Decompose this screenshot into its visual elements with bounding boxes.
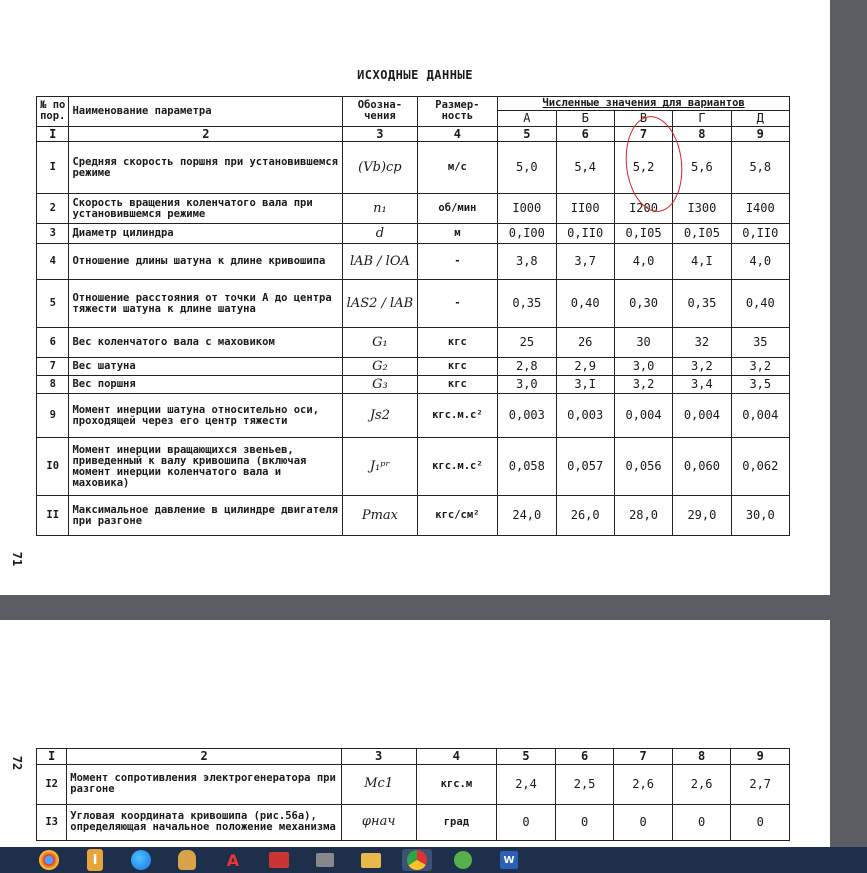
taskbar [0, 847, 867, 873]
row-number: II [37, 496, 69, 536]
parameter-dimension: кгс [417, 358, 498, 376]
row-number: I2 [37, 764, 67, 804]
parameter-symbol: G₁ [343, 328, 417, 358]
acrobat-icon[interactable]: A [226, 850, 240, 870]
variant-value: 29,0 [673, 496, 731, 536]
variant-value: 0,II0 [556, 224, 614, 244]
parameter-name: Отношение расстояния от точки А до центра тяжести шатуна к длине шатуна [69, 280, 343, 328]
table-row [37, 194, 790, 224]
app-i-icon[interactable]: I [80, 849, 110, 871]
header-symbol: Обозна- чения [343, 97, 417, 127]
variant-value: 0 [497, 804, 556, 840]
variant-value: I300 [673, 194, 731, 224]
variant-value: 0 [731, 804, 790, 840]
variant-value: 0,056 [614, 438, 672, 496]
start-button[interactable] [0, 849, 18, 871]
variant-value: 0,40 [556, 280, 614, 328]
table-header-row [37, 97, 790, 111]
variant-value: I400 [731, 194, 789, 224]
parameter-name: Момент сопротивления электрогенератора при разгоне [67, 764, 342, 804]
variant-value: 3,5 [731, 376, 789, 394]
variant-header: В [614, 111, 672, 127]
index-cell: I [37, 749, 67, 765]
index-cell: 5 [497, 749, 556, 765]
variant-value: 2,9 [556, 358, 614, 376]
header-group: Численные значения для вариантов [498, 97, 790, 111]
parameter-name: Скорость вращения коленчатого вала при установившемся режиме [69, 194, 343, 224]
page-number: 71 [10, 551, 25, 567]
scrollbar[interactable] [830, 0, 867, 847]
variant-value: 0,I05 [614, 224, 672, 244]
parameter-name: Диаметр цилиндра [69, 224, 343, 244]
parameter-name: Угловая координата кривошипа (рис.56а), определяющая начальное положение механизма [67, 804, 342, 840]
variant-value: 5,2 [614, 142, 672, 194]
parameter-dimension: - [417, 244, 498, 280]
variant-value: 0,057 [556, 438, 614, 496]
variant-value: 0,II0 [731, 224, 789, 244]
parameter-dimension: кгс [417, 328, 498, 358]
variant-value: I000 [498, 194, 556, 224]
index-cell: 7 [614, 126, 672, 142]
variant-value: 26 [556, 328, 614, 358]
variant-value: 3,7 [556, 244, 614, 280]
variant-value: 2,5 [555, 764, 614, 804]
table-row [37, 496, 790, 536]
parameter-symbol: Pmax [343, 496, 417, 536]
chrome-alt-icon[interactable] [34, 849, 64, 871]
paint-icon[interactable] [310, 849, 340, 871]
header-number: № по пор. [37, 97, 69, 127]
variant-value: 28,0 [614, 496, 672, 536]
variant-value: 25 [498, 328, 556, 358]
parameter-dimension: - [417, 280, 498, 328]
parameter-name: Вес шатуна [69, 358, 343, 376]
parameter-dimension: кгс.м [416, 764, 497, 804]
word-icon[interactable]: W [494, 849, 524, 871]
parameter-name: Средняя скорость поршня при установившемся режиме [69, 142, 343, 194]
parameter-symbol: Mc1 [341, 764, 416, 804]
index-cell: I [37, 126, 69, 142]
variant-value: 5,0 [498, 142, 556, 194]
parameters-table-continued [36, 748, 790, 841]
index-cell: 9 [731, 749, 790, 765]
parameter-symbol: J₁ᵖʳ [343, 438, 417, 496]
variant-value: 0,40 [731, 280, 789, 328]
parameter-symbol: lAS2 / lAB [343, 280, 417, 328]
page-heading: ИСХОДНЫЕ ДАННЫЕ [357, 68, 473, 82]
parameter-name: Вес поршня [69, 376, 343, 394]
table-row [37, 394, 790, 438]
parameter-symbol: (Vb)ср [343, 142, 417, 194]
chrome-icon[interactable] [402, 849, 432, 871]
parameter-dimension: м [417, 224, 498, 244]
parameter-name: Момент инерции шатуна относительно оси, проходящей через его центр тяжести [69, 394, 343, 438]
table-row [37, 280, 790, 328]
variant-value: 3,I [556, 376, 614, 394]
variant-value: 0 [555, 804, 614, 840]
variant-value: 0,003 [556, 394, 614, 438]
variant-header: Б [556, 111, 614, 127]
table-row [37, 328, 790, 358]
variant-value: 0,062 [731, 438, 789, 496]
variant-value: II00 [556, 194, 614, 224]
variant-value: 5,8 [731, 142, 789, 194]
row-number: I0 [37, 438, 69, 496]
variant-value: 30 [614, 328, 672, 358]
variant-value: 2,8 [498, 358, 556, 376]
folder-icon[interactable] [356, 849, 386, 871]
parameter-name: Момент инерции вращающихся звеньев, приведенный к валу кривошипа (включая момент инерции коленчатого вала и маховика) [69, 438, 343, 496]
variant-header: Г [673, 111, 731, 127]
variant-value: 2,4 [497, 764, 556, 804]
table-row [37, 224, 790, 244]
index-row [37, 749, 790, 765]
document-page-72 [0, 620, 830, 860]
index-cell: 3 [343, 126, 417, 142]
parameter-symbol: G₂ [343, 358, 417, 376]
variant-value: 2,6 [672, 764, 731, 804]
variant-value: 5,4 [556, 142, 614, 194]
parameter-dimension: кгс.м.с² [417, 394, 498, 438]
variant-value: 4,0 [614, 244, 672, 280]
variant-value: 2,6 [614, 764, 673, 804]
variant-value: 0,004 [673, 394, 731, 438]
variant-value: 0 [672, 804, 731, 840]
table-row [37, 358, 790, 376]
header-parameter: Наименование параметра [69, 97, 343, 127]
edge-icon[interactable] [126, 849, 156, 871]
variant-value: 3,0 [498, 376, 556, 394]
table-row [37, 244, 790, 280]
variant-value: 0,30 [614, 280, 672, 328]
parameter-dimension: кгс/см² [417, 496, 498, 536]
header-dimension: Размер- ность [417, 97, 498, 127]
variant-value: 3,4 [673, 376, 731, 394]
row-number: 5 [37, 280, 69, 328]
variant-value: 5,6 [673, 142, 731, 194]
variant-value: 3,8 [498, 244, 556, 280]
variant-value: 0,058 [498, 438, 556, 496]
variant-value: 2,7 [731, 764, 790, 804]
variant-value: 0,004 [614, 394, 672, 438]
variant-value: 3,2 [614, 376, 672, 394]
parameter-dimension: об/мин [417, 194, 498, 224]
row-number: 6 [37, 328, 69, 358]
variant-value: I200 [614, 194, 672, 224]
index-cell: 3 [341, 749, 416, 765]
row-number: 8 [37, 376, 69, 394]
parameter-symbol: lAB / lOA [343, 244, 417, 280]
parameter-name: Максимальное давление в цилиндре двигателя при разгоне [69, 496, 343, 536]
index-cell: 7 [614, 749, 673, 765]
row-number: 7 [37, 358, 69, 376]
index-cell: 5 [498, 126, 556, 142]
parameter-dimension: м/с [417, 142, 498, 194]
variant-value: 4,0 [731, 244, 789, 280]
variant-value: 3,2 [673, 358, 731, 376]
variant-header: А [498, 111, 556, 127]
app-green-icon[interactable] [448, 849, 478, 871]
variant-value: 0,004 [731, 394, 789, 438]
table-row [37, 376, 790, 394]
index-cell: 2 [69, 126, 343, 142]
index-cell: 2 [67, 749, 342, 765]
variant-value: 3,0 [614, 358, 672, 376]
parameter-symbol: Js2 [343, 394, 417, 438]
variant-value: 26,0 [556, 496, 614, 536]
variant-value: 32 [673, 328, 731, 358]
parameter-symbol: d [343, 224, 417, 244]
index-cell: 4 [416, 749, 497, 765]
parameter-dimension: град [416, 804, 497, 840]
row-number: I [37, 142, 69, 194]
row-number: I3 [37, 804, 67, 840]
index-cell: 8 [673, 126, 731, 142]
parameter-name: Отношение длины шатуна к длине кривошипа [69, 244, 343, 280]
variant-value: 0,I05 [673, 224, 731, 244]
row-number: 4 [37, 244, 69, 280]
table-row [37, 764, 790, 804]
parameter-symbol: n₁ [343, 194, 417, 224]
table-row [37, 804, 790, 840]
variant-value: 30,0 [731, 496, 789, 536]
page-number: 72 [10, 755, 25, 771]
variant-value: 0,060 [673, 438, 731, 496]
variant-header: Д [731, 111, 789, 127]
parameter-dimension: кгс [417, 376, 498, 394]
variant-value: 0,35 [498, 280, 556, 328]
variant-value: 0,003 [498, 394, 556, 438]
parameter-dimension: кгс.м.с² [417, 438, 498, 496]
app-avatar-icon[interactable] [172, 849, 202, 871]
row-number: 9 [37, 394, 69, 438]
index-cell: 8 [672, 749, 731, 765]
variant-value: 35 [731, 328, 789, 358]
parameter-name: Вес коленчатого вала с маховиком [69, 328, 343, 358]
parameter-symbol: φнач [341, 804, 416, 840]
variant-value: 24,0 [498, 496, 556, 536]
variant-value: 4,I [673, 244, 731, 280]
variant-value: 0 [614, 804, 673, 840]
index-cell: 9 [731, 126, 789, 142]
variant-value: 0,35 [673, 280, 731, 328]
parameter-symbol: G₃ [343, 376, 417, 394]
row-number: 3 [37, 224, 69, 244]
mail-icon[interactable] [264, 849, 294, 871]
index-cell: 4 [417, 126, 498, 142]
table-row [37, 438, 790, 496]
index-cell: 6 [555, 749, 614, 765]
variant-value: 3,2 [731, 358, 789, 376]
index-cell: 6 [556, 126, 614, 142]
row-number: 2 [37, 194, 69, 224]
variant-value: 0,I00 [498, 224, 556, 244]
